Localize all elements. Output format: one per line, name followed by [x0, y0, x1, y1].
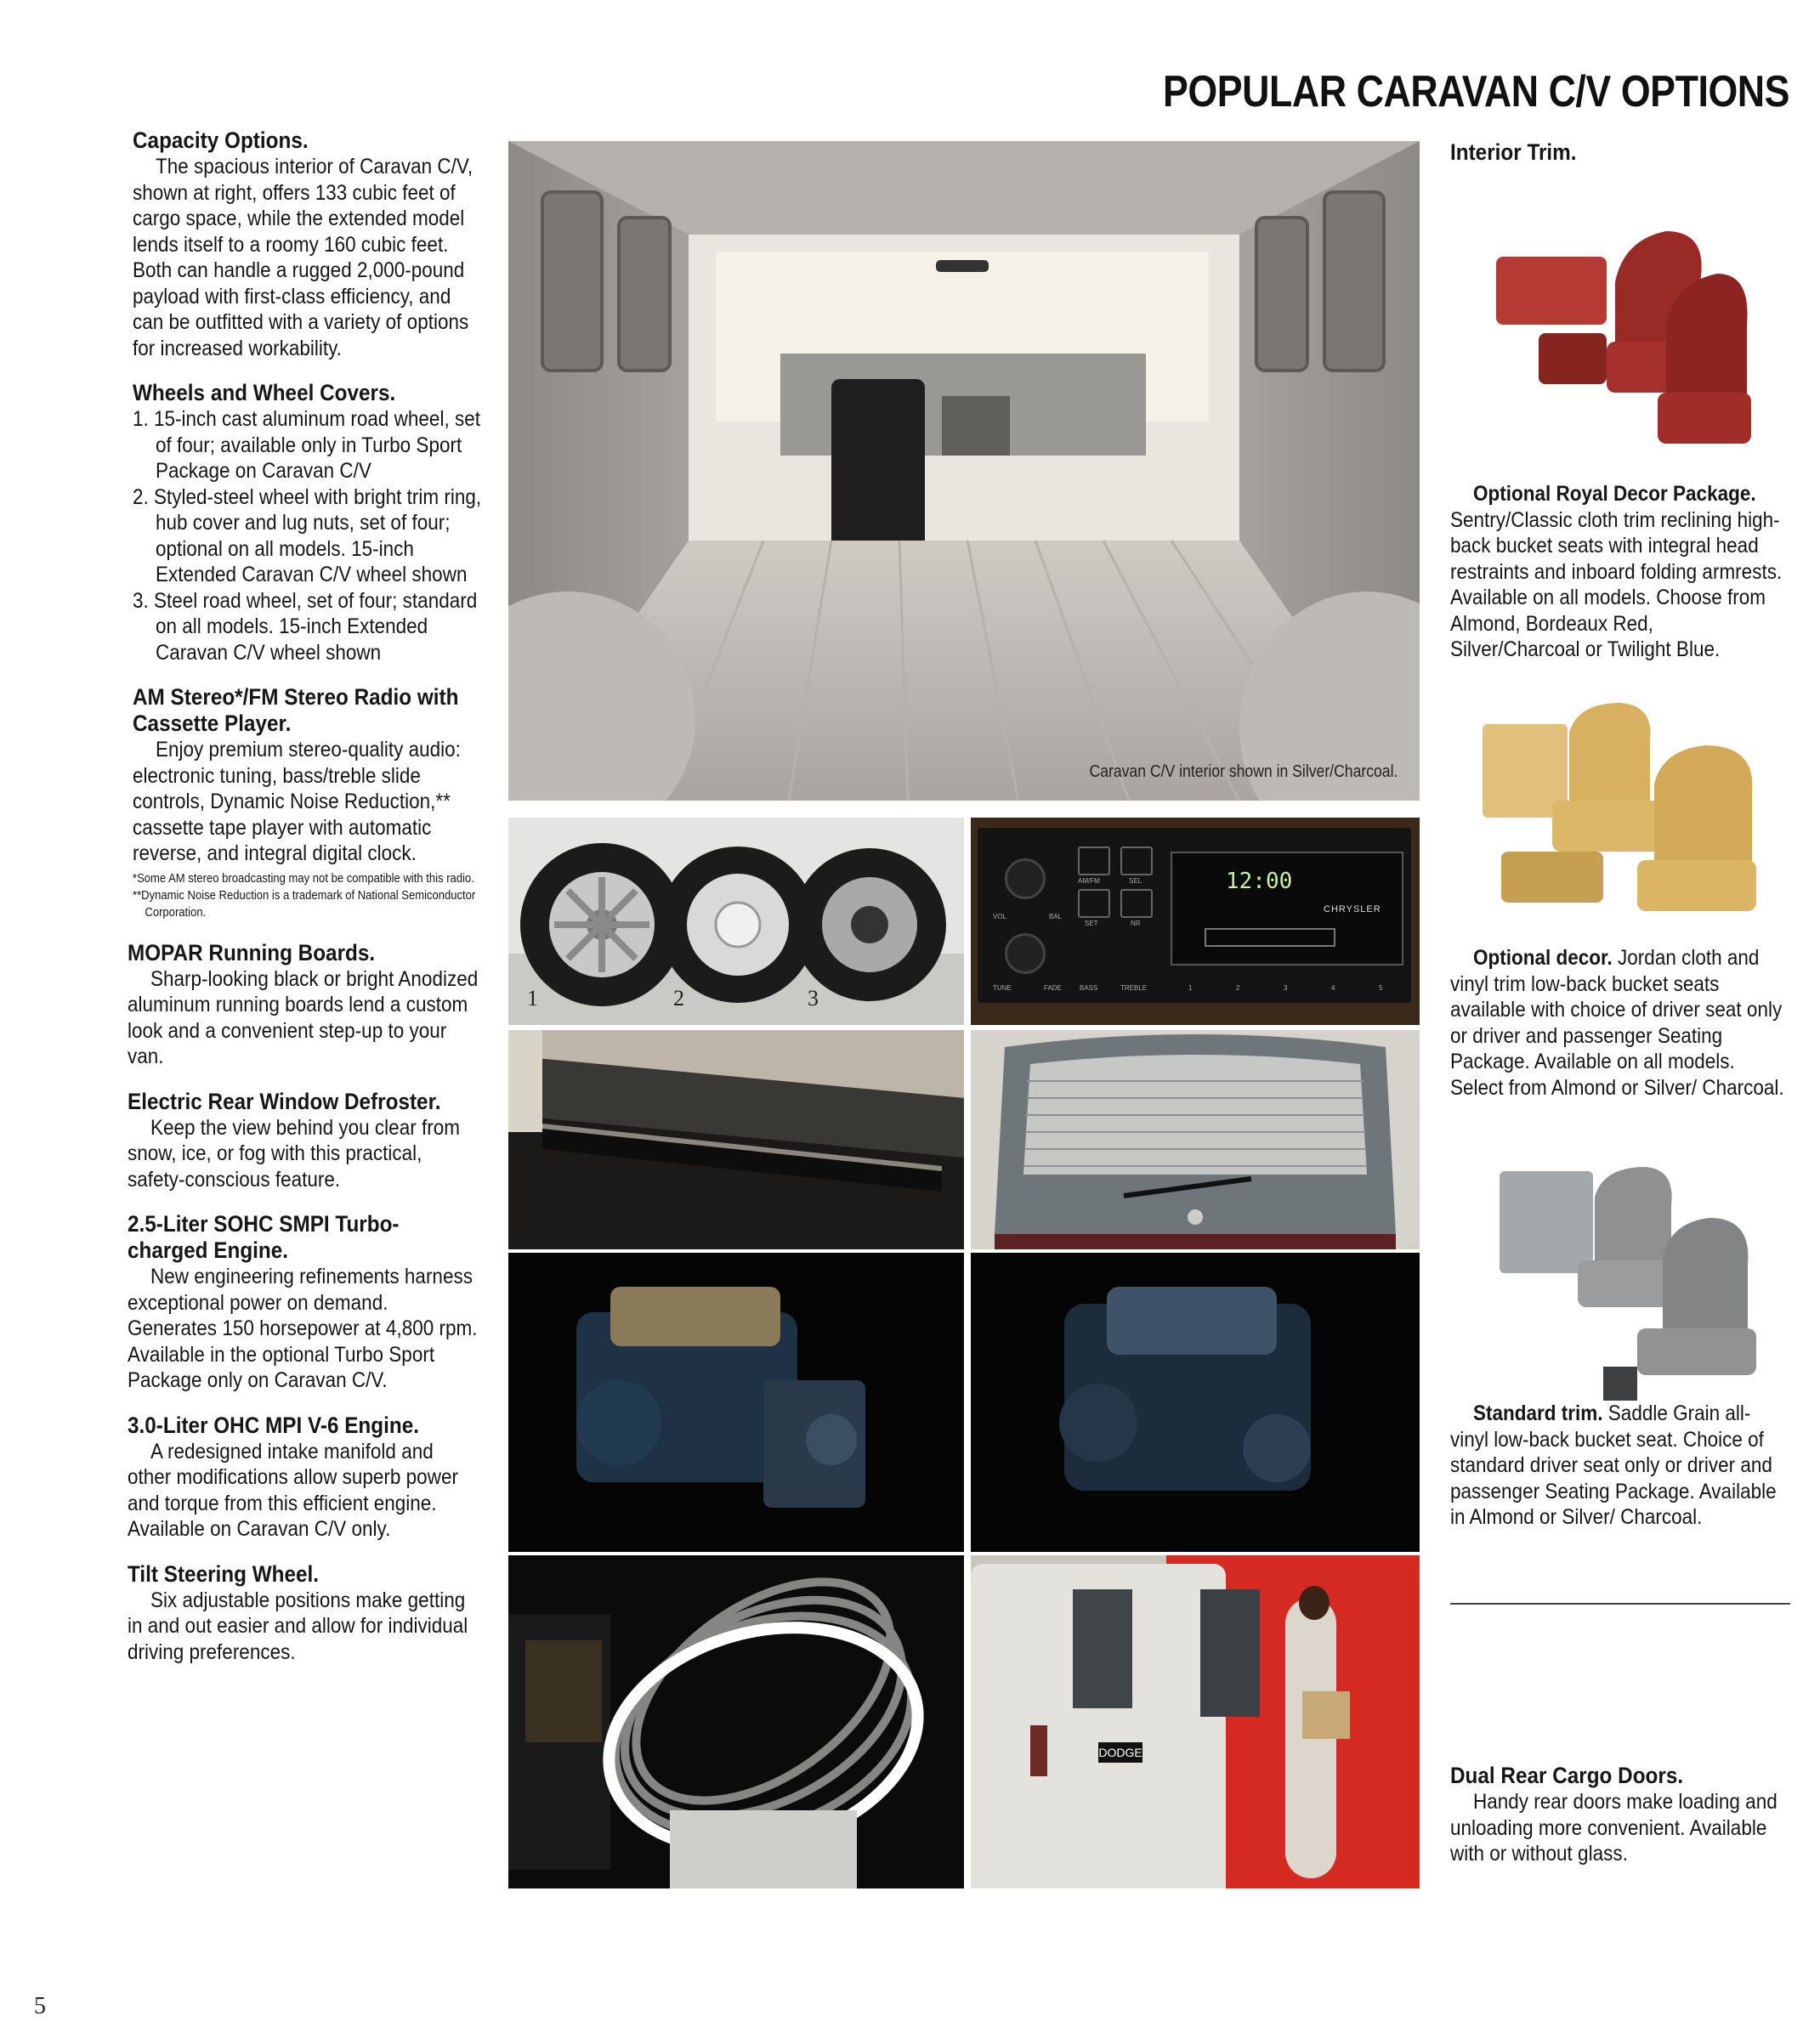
royal-red-seats-image — [1488, 223, 1758, 462]
preset-3: 3 — [1284, 984, 1288, 992]
label-set: SET — [1085, 920, 1098, 927]
standard-trim-text — [1450, 1401, 1787, 1531]
label-nr: NR — [1131, 920, 1141, 927]
running-boards-photo — [508, 1030, 964, 1249]
wheel-number-3: 3 — [808, 986, 819, 1011]
body-running-boards: Sharp-looking black or bright Anodized aluminum running boards lend a custom look and a convenient step-up to your van. — [128, 966, 479, 1068]
list-item: 2. Styled-steel wheel with bright trim ring, hub cover and lug nuts, set of four; optional on all models. 15-inch Extended Caravan C/V wheel shown — [133, 484, 482, 586]
label-vol: VOL — [993, 913, 1007, 920]
chrysler-logo: CHRYSLER — [1324, 904, 1381, 914]
section-capacity — [133, 127, 490, 361]
preset-1: 1 — [1188, 984, 1193, 992]
royal-decor-body: Sentry/Classic cloth trim reclining high-back bucket seats with integral head restraints and inboard folding armrests. Available on all models. Choose from Almond, Bordeaux Red, Silver/Charcoal or Twilight Blue. — [1450, 507, 1783, 661]
cargo-box — [1302, 1691, 1350, 1739]
preset-4: 4 — [1331, 984, 1335, 992]
nr-button — [1120, 889, 1153, 918]
rear-window-left — [1073, 1589, 1132, 1708]
page-number: 5 — [34, 1993, 46, 2019]
cargo-interior-photo — [508, 141, 1420, 801]
royal-decor-lead: Optional Royal Decor Package. — [1473, 482, 1756, 506]
almond-seats-image — [1476, 699, 1765, 933]
heading-turbo-line2: charged Engine. — [128, 1237, 289, 1263]
steering-wheel-photo — [508, 1555, 964, 1888]
royal-decor-text — [1450, 481, 1787, 663]
standard-trim-block — [1450, 1401, 1790, 1531]
silver-seats-image — [1493, 1163, 1758, 1402]
body-defroster: Keep the view behind you clear from snow, ice, or fog with this practical, safety-conscious feature. — [128, 1115, 460, 1192]
left-column — [128, 127, 490, 1684]
wheels-photo — [508, 818, 964, 1025]
label-sel: SEL — [1129, 877, 1142, 885]
label-bass: BASS — [1080, 984, 1098, 992]
section-v6-engine — [128, 1413, 490, 1543]
heading-defroster: Electric Rear Window Defroster. — [128, 1088, 441, 1114]
section-wheels — [133, 380, 490, 665]
standard-trim-lead: Standard trim. — [1473, 1401, 1603, 1425]
footnote-am-stereo: *Some AM stereo broadcasting may not be compatible with this radio. — [133, 871, 474, 886]
volume-knob — [1005, 858, 1046, 899]
tune-knob — [1005, 933, 1046, 974]
royal-decor-block — [1450, 481, 1790, 663]
heading-tilt-wheel: Tilt Steering Wheel. — [128, 1560, 320, 1587]
body-turbo-engine: New engineering refinements harness exceptional power on demand. Generates 150 horsepower at 4,800 rpm. Available in the optional Turbo Sport Package only on Caravan C/V. — [128, 1265, 478, 1392]
heading-running-boards: MOPAR Running Boards. — [128, 939, 376, 965]
interior-caption: Caravan C/V interior shown in Silver/Charcoal. — [1089, 762, 1398, 781]
dodge-badge: DODGE — [1098, 1742, 1142, 1763]
label-treble: TREBLE — [1120, 984, 1148, 992]
optional-decor-text — [1450, 945, 1787, 1101]
heading-radio-line2: Cassette Player. — [133, 711, 292, 736]
heading-turbo-line1: 2.5-Liter SOHC SMPI Turbo- — [128, 1211, 400, 1237]
optional-decor-body: Jordan cloth and vinyl trim low-back bucket seats available with choice of driver seat only or driver and passenger Seating Package. Available on all models. Select from Almond or Silver/ Charcoal. — [1450, 946, 1784, 1100]
standard-trim-body: Saddle Grain all-vinyl low-back bucket seat. Choice of standard driver seat only or driver and passenger Seating Package. Available in Almond or Silver/ Charcoal. — [1450, 1401, 1777, 1529]
wheel-3 — [793, 848, 946, 1001]
cargo-doors-photo — [971, 1555, 1420, 1888]
sel-button — [1120, 846, 1153, 875]
body-v6-engine: A redesigned intake manifold and other modifications allow superb power and torque from this efficient engine. Available on Caravan C/V only. — [128, 1439, 458, 1541]
turbo-engine-photo — [508, 1253, 964, 1552]
page-title: POPULAR CARAVAN C/V OPTIONS — [1162, 67, 1789, 116]
preset-5: 5 — [1379, 984, 1383, 992]
label-bal: BAL — [1049, 913, 1063, 920]
section-tilt-wheel — [128, 1561, 490, 1666]
body-capacity: The spacious interior of Caravan C/V, shown at right, offers 133 cubic feet of cargo space, while the extended model lends itself to a roomy 160 cubic feet. Both can handle a rugged 2,000-pound payload with first-class efficiency, and can be outfitted with a variety of options for increased workability. — [133, 155, 473, 360]
heading-v6-engine: 3.0-Liter OHC MPI V-6 Engine. — [128, 1412, 419, 1438]
heading-radio-line1: AM Stereo*/FM Stereo Radio with — [133, 684, 459, 710]
cassette-slot — [1205, 928, 1335, 947]
rear-window-photo — [971, 1030, 1420, 1249]
body-tilt-wheel: Six adjustable positions make getting in and out easier and allow for individual driving preferences. — [128, 1588, 468, 1664]
radio-photo — [971, 818, 1420, 1025]
section-defroster — [128, 1089, 490, 1193]
section-turbo-engine — [128, 1211, 490, 1394]
heading-interior-trim: Interior Trim. — [1450, 139, 1577, 165]
cargo-doors-block — [1450, 1763, 1790, 1867]
heading-capacity: Capacity Options. — [133, 127, 309, 153]
section-running-boards — [128, 940, 490, 1070]
preset-2: 2 — [1236, 984, 1240, 992]
man-head — [1299, 1586, 1330, 1620]
wheel-number-1: 1 — [527, 986, 538, 1011]
label-am-fm: AM/FM — [1078, 877, 1100, 885]
body-radio: Enjoy premium stereo-quality audio: electronic tuning, bass/treble slide controls, Dynamic Noise Reduction,** cassette tape player with automatic reverse, and integral digital clock. — [133, 738, 461, 865]
wheels-list — [133, 406, 492, 665]
wheel-number-2: 2 — [673, 986, 684, 1011]
optional-decor-block — [1450, 945, 1790, 1101]
section-radio — [133, 684, 490, 921]
optional-decor-lead: Optional decor. — [1473, 946, 1613, 970]
label-tune: TUNE — [993, 984, 1012, 992]
tail-light — [1030, 1725, 1047, 1776]
list-item: 3. Steel road wheel, set of four; standard on all models. 15-inch Extended Caravan C/V wheel shown — [133, 588, 478, 665]
v6-engine-photo — [971, 1253, 1420, 1552]
footnote-noise-reduction: **Dynamic Noise Reduction is a trademark of National Semiconductor Corporation. — [133, 888, 476, 920]
list-item: 1. 15-inch cast aluminum road wheel, set of four; available only in Turbo Sport Package on Caravan C/V — [133, 407, 480, 483]
am-fm-button — [1078, 846, 1110, 875]
section-divider — [1450, 1603, 1790, 1605]
wheel-1 — [520, 843, 683, 1006]
heading-cargo-doors: Dual Rear Cargo Doors. — [1450, 1763, 1684, 1788]
interior-trim-block — [1450, 139, 1790, 166]
heading-wheels: Wheels and Wheel Covers. — [133, 380, 396, 405]
wheel-2 — [660, 846, 816, 1003]
set-button — [1078, 889, 1110, 918]
label-fade: FADE — [1044, 984, 1062, 992]
clock-readout: 12:00 — [1226, 869, 1293, 894]
rear-window-right — [1200, 1589, 1260, 1717]
body-cargo-doors: Handy rear doors make loading and unloading more convenient. Available with or without glass. — [1450, 1790, 1777, 1866]
